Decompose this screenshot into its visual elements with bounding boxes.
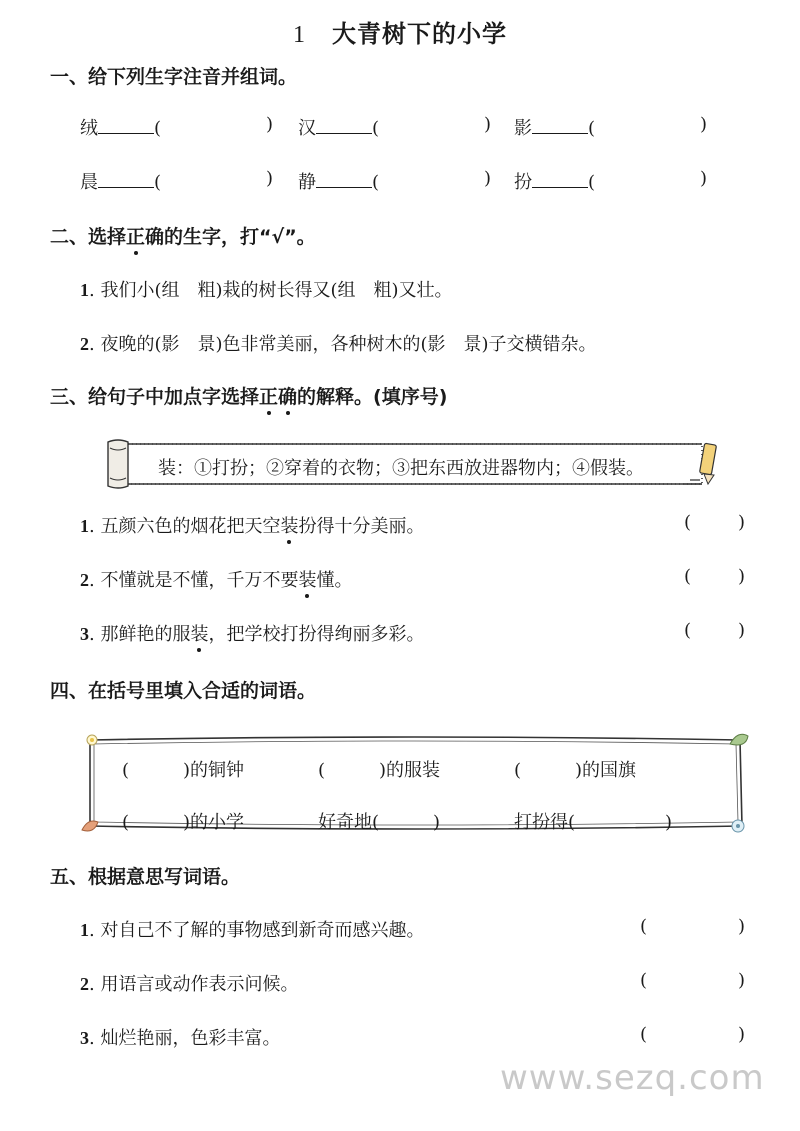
answer-paren[interactable]: ( — [684, 512, 692, 533]
fill-word-item[interactable]: 打扮得( ) — [514, 812, 673, 833]
section-1-heading: 一、给下列生字注音并组词。 — [50, 66, 298, 88]
question-5-3: 3. 灿烂艳丽，色彩丰富。 — [80, 1028, 281, 1049]
char-item[interactable]: 绒 ( — [80, 118, 162, 139]
answer-paren: ) — [738, 916, 746, 937]
fill-word-item[interactable]: ( )的小学 — [122, 812, 245, 833]
lesson-number: 1 — [293, 22, 306, 48]
fill-word-item[interactable]: ( )的铜钟 — [122, 760, 245, 781]
flower-icon — [732, 820, 744, 832]
paren-close: ) — [700, 114, 708, 135]
leaf-icon — [82, 821, 98, 831]
paren-close: ) — [484, 168, 492, 189]
char-item[interactable]: 晨 ( — [80, 172, 162, 193]
answer-paren: ) — [738, 970, 746, 991]
fill-word-item[interactable]: 好奇地( ) — [318, 812, 441, 833]
paren-close: ) — [266, 168, 274, 189]
flower-icon — [87, 735, 97, 745]
section-4-heading: 四、在括号里填入合适的词语。 — [50, 680, 317, 702]
question-5-1: 1. 对自己不了解的事物感到新奇而感兴趣。 — [80, 920, 425, 941]
section-2-heading: 二、选择正确的生字，打“√”。 — [50, 226, 316, 248]
answer-paren[interactable]: ( — [684, 620, 692, 641]
char-item[interactable]: 汉 ( — [298, 118, 380, 139]
question-3-2: 2. 不懂就是不懂，千万不要装懂。 — [80, 570, 353, 591]
answer-paren: ) — [738, 566, 746, 587]
char-item[interactable]: 扮 ( — [514, 172, 596, 193]
answer-paren: ) — [738, 1024, 746, 1045]
answer-paren: ) — [738, 512, 746, 533]
question-2-2: 2. 夜晚的(影 景)色非常美丽，各种树木的(影 景)子交横错杂。 — [80, 334, 597, 355]
paren-close: ) — [484, 114, 492, 135]
question-2-1: 1. 我们小(组 粗)栽的树长得又(组 粗)又壮。 — [80, 280, 453, 301]
lesson-title: 大青树下的小学 — [332, 20, 507, 48]
definition-banner: 装：①打扮；②穿着的衣物；③把东西放进器物内；④假装。 — [158, 458, 644, 479]
char-item[interactable]: 影 ( — [514, 118, 596, 139]
paren-close: ) — [266, 114, 274, 135]
answer-paren[interactable]: ( — [640, 970, 648, 991]
leaf-icon — [730, 734, 748, 745]
answer-paren[interactable]: ( — [684, 566, 692, 587]
question-3-3: 3. 那鲜艳的服装，把学校打扮得绚丽多彩。 — [80, 624, 425, 645]
page-title — [0, 14, 800, 49]
question-5-2: 2. 用语言或动作表示问候。 — [80, 974, 299, 995]
paren-close: ) — [700, 168, 708, 189]
watermark: www.sezq.com — [500, 1058, 765, 1098]
pencil-icon — [684, 443, 717, 484]
answer-paren: ) — [738, 620, 746, 641]
answer-paren[interactable]: ( — [640, 1024, 648, 1045]
section-5-heading: 五、根据意思写词语。 — [50, 866, 241, 888]
char-item[interactable]: 静 ( — [298, 172, 380, 193]
question-3-1: 1. 五颜六色的烟花把天空装扮得十分美丽。 — [80, 516, 425, 537]
fill-word-item[interactable]: ( )的国旗 — [514, 760, 637, 781]
section-3-heading: 三、给句子中加点字选择正确的解释。(填序号) — [50, 386, 448, 408]
answer-paren[interactable]: ( — [640, 916, 648, 937]
fill-word-item[interactable]: ( )的服装 — [318, 760, 441, 781]
